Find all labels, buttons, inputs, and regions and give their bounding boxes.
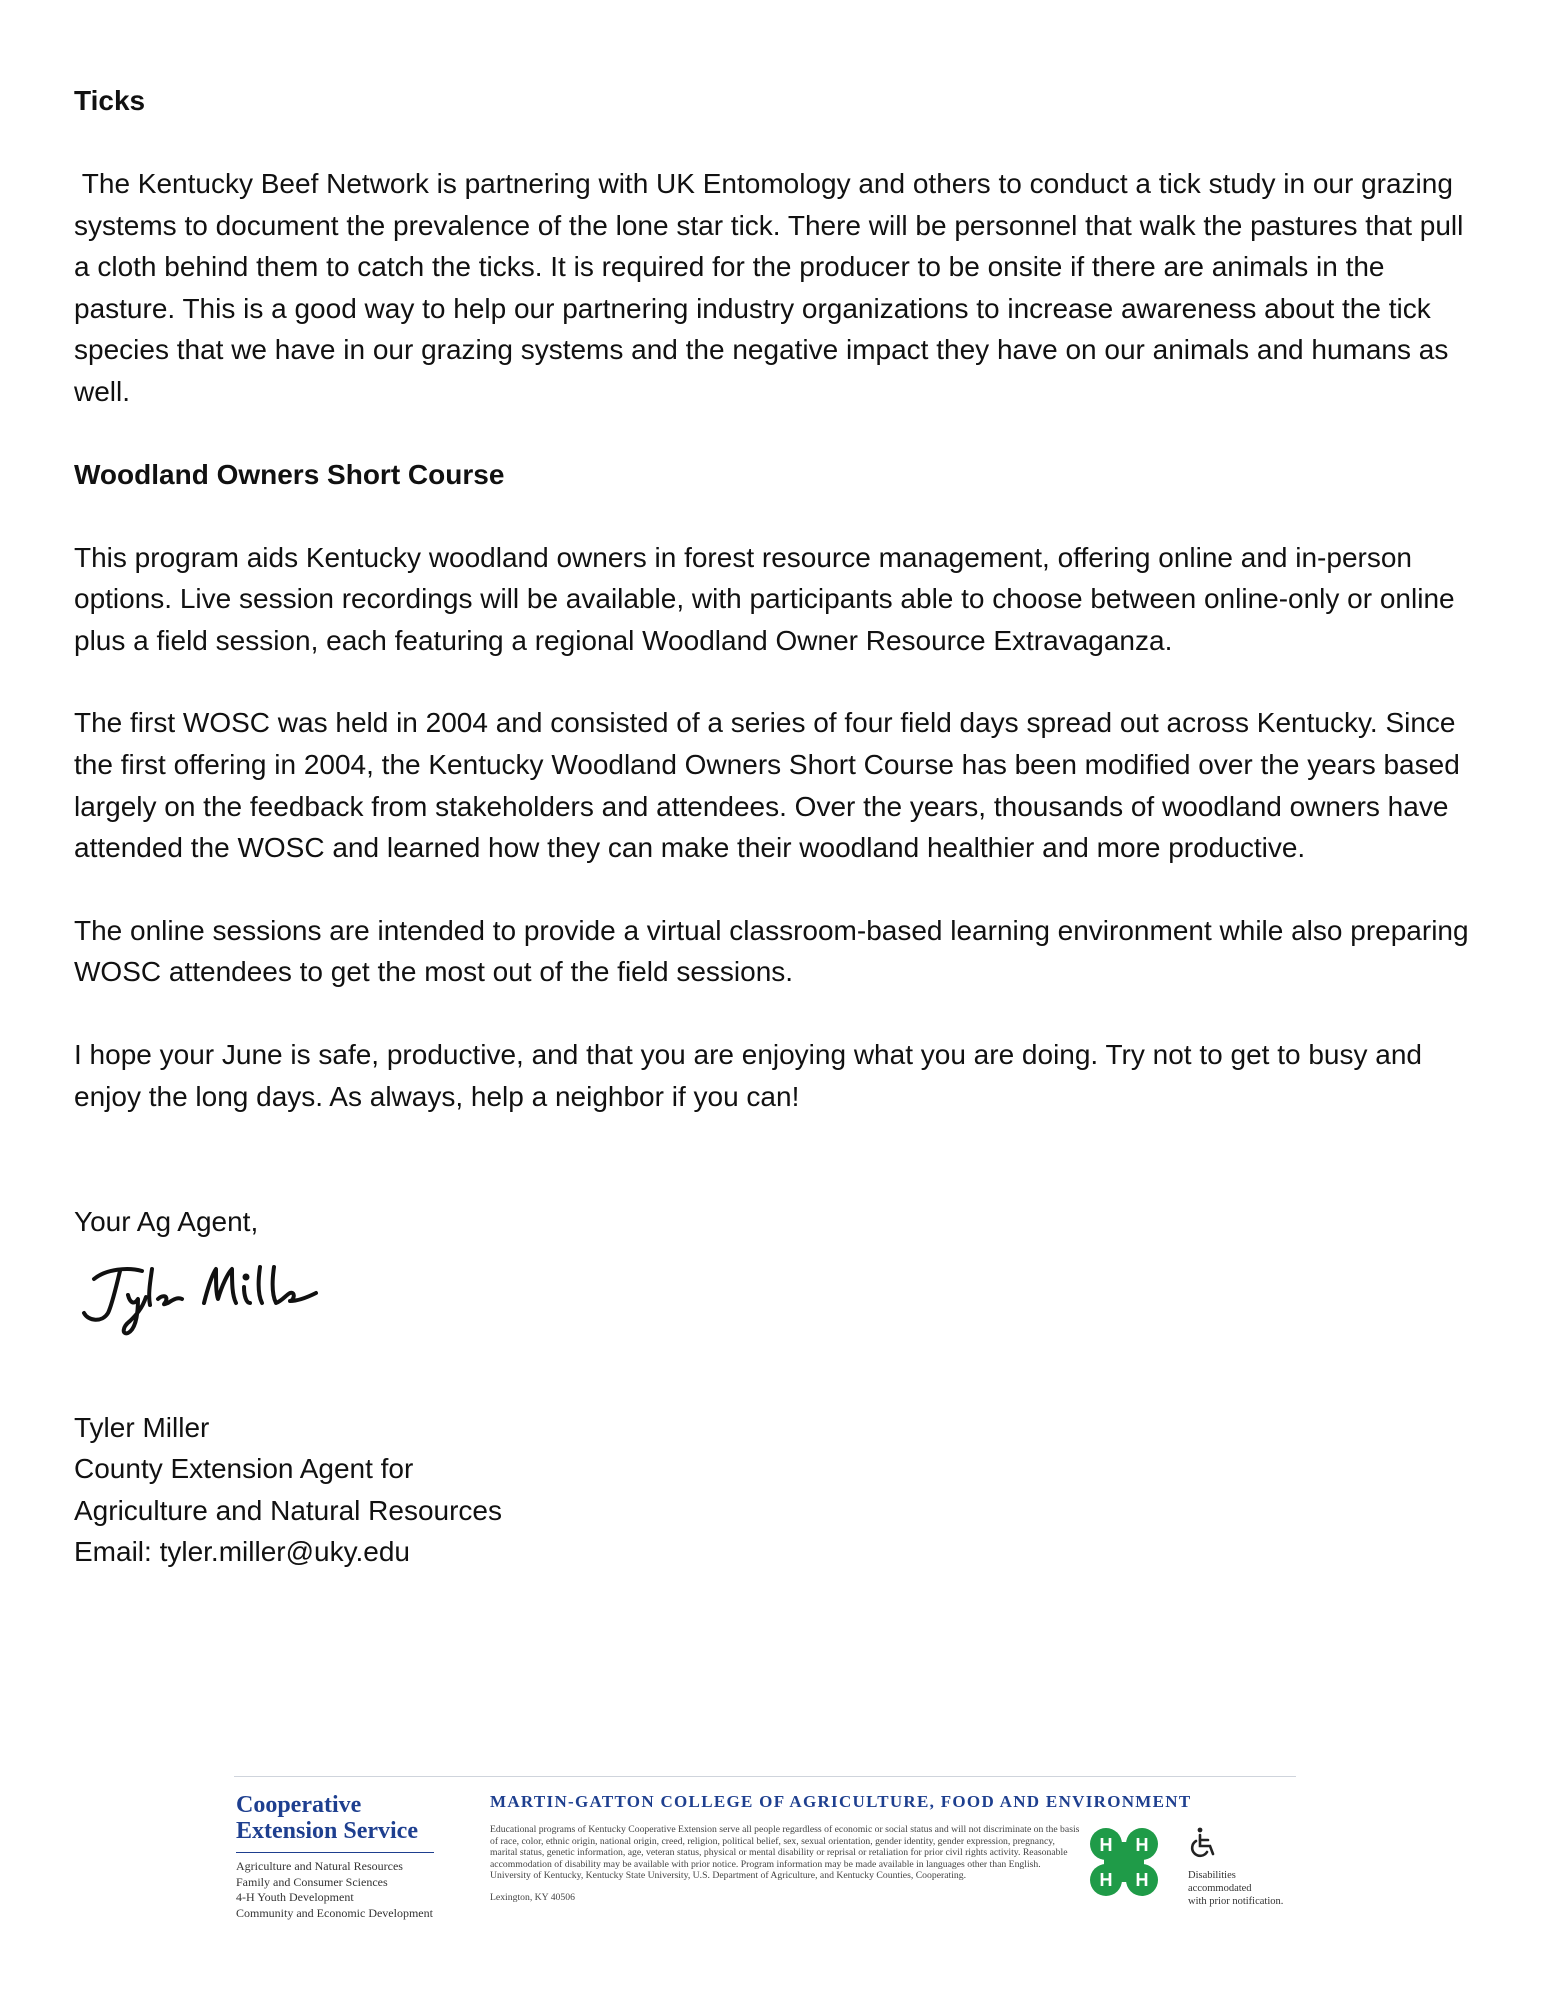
footer-divider xyxy=(234,1776,1296,1777)
ces-logo-block xyxy=(236,1792,436,1921)
wosc-paragraph-3: The online sessions are intended to provide a virtual classroom-based learning environment while also preparing WOSC attendees to get the most out of the field sessions. xyxy=(74,914,1469,988)
ces-program: Family and Consumer Sciences xyxy=(236,1874,388,1889)
ces-rule xyxy=(236,1852,434,1853)
svg-text:H: H xyxy=(1099,1870,1113,1890)
ces-wordmark-line-1: Cooperative xyxy=(236,1792,362,1818)
college-block xyxy=(490,1792,1192,1903)
svg-text:H: H xyxy=(1135,1870,1149,1890)
ces-program: 4-H Youth Development xyxy=(236,1890,354,1904)
wheelchair-icon xyxy=(1188,1826,1218,1858)
closing-paragraph: I hope your June is safe, productive, and that you are enjoying what you are doing. Try not to get to busy and enjoy the long days. As always, help a neighbor if you can! xyxy=(74,1038,1422,1112)
accessibility-line: Disabilities xyxy=(1188,1870,1236,1881)
four-h-clover-icon xyxy=(1084,1822,1164,1907)
ces-wordmark-line-2: Extension Service xyxy=(236,1818,418,1844)
wosc-paragraph-2: The first WOSC was held in 2004 and consisted of a series of four field days spread out across Kentucky. Since the first offering in 2004, the Kentucky Woodland Owners Short Course has been modified over the years based largely on the feedback from stakeholders and attendees. Over the years, thousands of woodland owners have attended the WOSC and learned how they can make their woodland healthier and more productive. xyxy=(74,707,1460,864)
accessibility-block xyxy=(1188,1826,1283,1908)
ticks-heading: Ticks xyxy=(74,85,146,116)
accessibility-line: with prior notification. xyxy=(1188,1896,1284,1907)
signer-email: Email: tyler.miller@uky.edu xyxy=(74,1536,410,1568)
eeo-statement: Educational programs of Kentucky Cooperative Extension serve all people regardless of economic or social status and will not discriminate on the basis of race, color, ethnic origin, national origin, creed, religion, political belief, sex, sexual orientation, gender identity, gender expression, pregnancy, marital status, genetic information, age, veteran status, physical or mental disability or reprisal or retaliation for prior civil rights activity. Reasonable accommodation of disability may be available with prior notice. Program information may be made available in languages other than English. University of Kentucky, Kentucky State University, U.S. Department of Agriculture, and Kentucky Counties, Cooperating. xyxy=(490,1824,1080,1882)
signer-title-line-2: Agriculture and Natural Resources xyxy=(74,1494,502,1526)
handwritten-signature xyxy=(74,1243,1474,1407)
signature-drawing xyxy=(76,1257,356,1347)
signoff: Your Ag Agent, xyxy=(74,1206,259,1238)
ces-program: Community and Economic Development xyxy=(236,1905,433,1920)
signer-name: Tyler Miller xyxy=(74,1411,210,1443)
ces-program: Agriculture and Natural Resources xyxy=(236,1859,403,1873)
svg-text:H: H xyxy=(1099,1835,1113,1855)
ticks-paragraph: The Kentucky Beef Network is partnering with UK Entomology and others to conduct a tick study in our grazing systems to document the prevalence of the lone star tick. There will be personnel that walk the pastures that pull a cloth behind them to catch the ticks. It is required for the producer to be onsite if there are animals in the pasture. This is a good way to help our partnering industry organizations to increase awareness about the tick species that we have in our grazing systems and the negative impact they have on our animals and humans as well. xyxy=(74,168,1472,407)
accessibility-line: accommodated xyxy=(1188,1883,1252,1894)
college-address: Lexington, KY 40506 xyxy=(490,1891,575,1903)
wosc-heading: Woodland Owners Short Course xyxy=(74,458,505,490)
signer-title-line-1: County Extension Agent for xyxy=(74,1453,414,1485)
svg-text:H: H xyxy=(1135,1835,1149,1855)
newsletter-page xyxy=(74,80,1474,1573)
college-title: MARTIN-GATTON COLLEGE OF AGRICULTURE, FOOD AND ENVIRONMENT xyxy=(490,1792,1192,1811)
wosc-paragraph-1: This program aids Kentucky woodland owners in forest resource management, offering online and in-person options. Live session recordings will be available, with participants able to choose between online-only or online plus a field session, each featuring a regional Woodland Owner Resource Extravaganza. xyxy=(74,541,1455,656)
